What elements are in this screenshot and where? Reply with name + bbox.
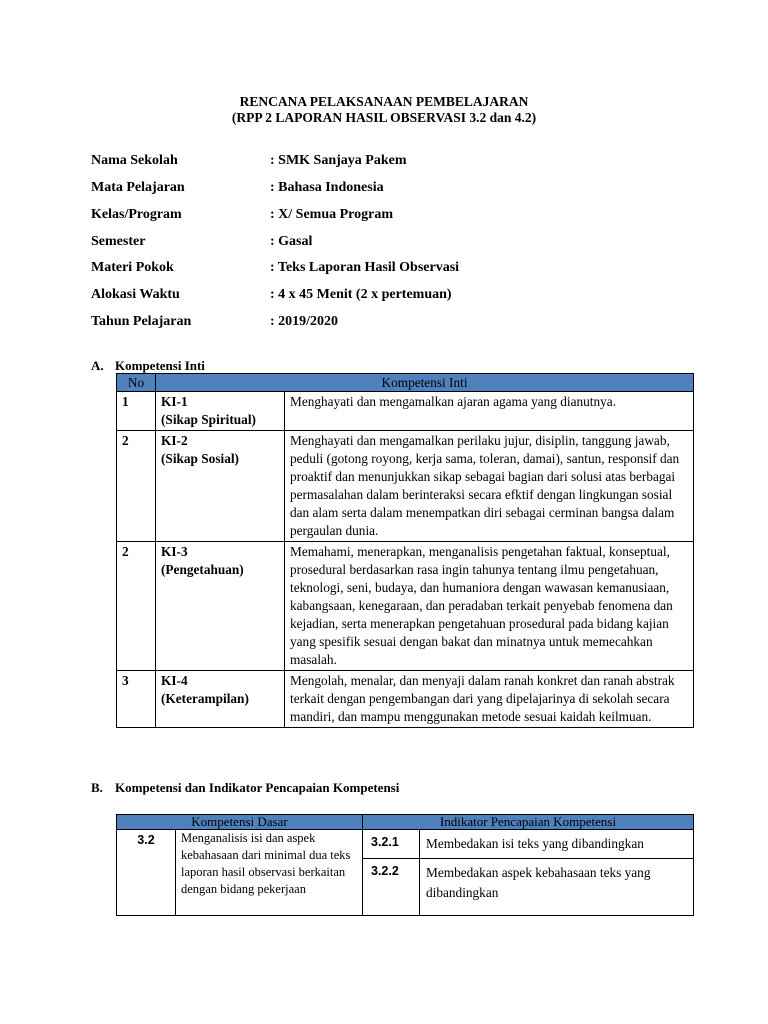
ki-code: KI-3 — [161, 544, 188, 559]
info-label-class: Kelas/Program — [91, 207, 182, 222]
info-value-material: : Teks Laporan Hasil Observasi — [270, 260, 460, 275]
kompetensi-inti-table — [116, 373, 694, 728]
ki-code-cell — [156, 671, 285, 728]
document-title: RENCANA PELAKSANAAN PEMBELAJARAN — [239, 94, 529, 109]
kd-description: Menganalisis isi dan aspek kebahasaan dari minimal dua teks laporan hasil observasi berkaitan dengan bidang pekerjaan — [176, 830, 363, 916]
ki-code: KI-2 — [161, 433, 188, 448]
info-value-time: : 4 x 45 Menit (2 x pertemuan) — [270, 287, 452, 302]
section-a-letter: A. — [91, 358, 104, 373]
info-value-semester: : Gasal — [270, 234, 313, 249]
ki-description: Menghayati dan mengamalkan perilaku jujur, disiplin, tanggung jawab, peduli (gotong royong, kerja sama, toleran, damai), santun, responsif dan proaktif dan menunjukkan sikap sebagai bagian dari solusi atas berbagai permasalahan dalam berinteraksi secara efktif dengan lingkungan sosial dan alam serta dalam menempatkan diri sebagai cerminan bangsa dalam pergaulan dunia. — [285, 431, 694, 542]
ki-code-cell — [156, 542, 285, 671]
header-kompetensi-inti: Kompetensi Inti — [156, 374, 694, 392]
ki-name: (Sikap Spiritual) — [161, 412, 256, 427]
info-label-year: Tahun Pelajaran — [91, 314, 192, 329]
ki-description: Menghayati dan mengamalkan ajaran agama yang dianutnya. — [285, 392, 694, 431]
table-header-row — [117, 815, 694, 830]
table-row — [117, 431, 694, 542]
info-value-year: : 2019/2020 — [270, 314, 339, 329]
section-a-heading — [91, 358, 205, 374]
table-row — [117, 542, 694, 671]
info-label-school: Nama Sekolah — [91, 153, 178, 168]
table-row — [117, 392, 694, 431]
row-number: 3 — [117, 671, 156, 728]
indicator-description: Membedakan isi teks yang dibandingkan — [420, 830, 694, 859]
header-no: No — [117, 374, 156, 392]
row-number: 2 — [117, 431, 156, 542]
indicator-number: 3.2.1 — [363, 830, 420, 859]
info-label-material: Materi Pokok — [91, 260, 174, 275]
ki-name: (Sikap Sosial) — [161, 451, 239, 466]
ki-code: KI-1 — [161, 394, 188, 409]
info-label-semester: Semester — [91, 234, 146, 249]
info-label-subject: Mata Pelajaran — [91, 180, 185, 195]
row-number: 1 — [117, 392, 156, 431]
info-value-school: : SMK Sanjaya Pakem — [270, 153, 407, 168]
indicator-description: Membedakan aspek kebahasaan teks yang dibandingkan — [420, 859, 694, 916]
section-a-title: Kompetensi Inti — [115, 358, 205, 373]
document-subtitle: (RPP 2 LAPORAN HASIL OBSERVASI 3.2 dan 4.2) — [231, 110, 537, 125]
kd-number: 3.2 — [117, 830, 176, 916]
kompetensi-dasar-table — [116, 814, 694, 916]
ki-description: Mengolah, menalar, dan menyaji dalam ranah konkret dan ranah abstrak terkait dengan pengembangan dari yang dipelajarinya di sekolah secara mandiri, dan mampu menggunakan metode sesuai kaidah keilmuan. — [285, 671, 694, 728]
info-label-time: Alokasi Waktu — [91, 287, 180, 302]
section-b-title: Kompetensi dan Indikator Pencapaian Kompetensi — [115, 780, 400, 795]
table-row — [117, 830, 694, 859]
table-header-row — [117, 374, 694, 392]
ki-description: Memahami, menerapkan, menganalisis pengetahan faktual, konseptual, prosedural berdasarkan rasa ingin tahunya tentang ilmu pengetahuan, teknologi, seni, budaya, dan humaniora dengan wawasan kemanusiaan, kabangsaan, kenegaraan, dan peradaban terkait penyebab fenomena dan kejadian, serta menerapkan pengetahuan prosedural pada bidang kajian yang spesifik sesuai dengan bakat dan minatnya untuk memecahkan masalah. — [285, 542, 694, 671]
section-b-letter: B. — [91, 780, 103, 795]
section-b-heading — [91, 780, 399, 796]
ki-code-cell — [156, 431, 285, 542]
ki-name: (Pengetahuan) — [161, 562, 244, 577]
header-kompetensi-dasar: Kompetensi Dasar — [117, 815, 363, 830]
header-indikator: Indikator Pencapaian Kompetensi — [363, 815, 694, 830]
ki-name: (Keterampilan) — [161, 691, 249, 706]
table-row — [117, 671, 694, 728]
indicator-number: 3.2.2 — [363, 859, 420, 916]
info-value-class: : X/ Semua Program — [270, 207, 393, 222]
info-value-subject: : Bahasa Indonesia — [270, 180, 384, 195]
row-number: 2 — [117, 542, 156, 671]
ki-code-cell — [156, 392, 285, 431]
ki-code: KI-4 — [161, 673, 188, 688]
